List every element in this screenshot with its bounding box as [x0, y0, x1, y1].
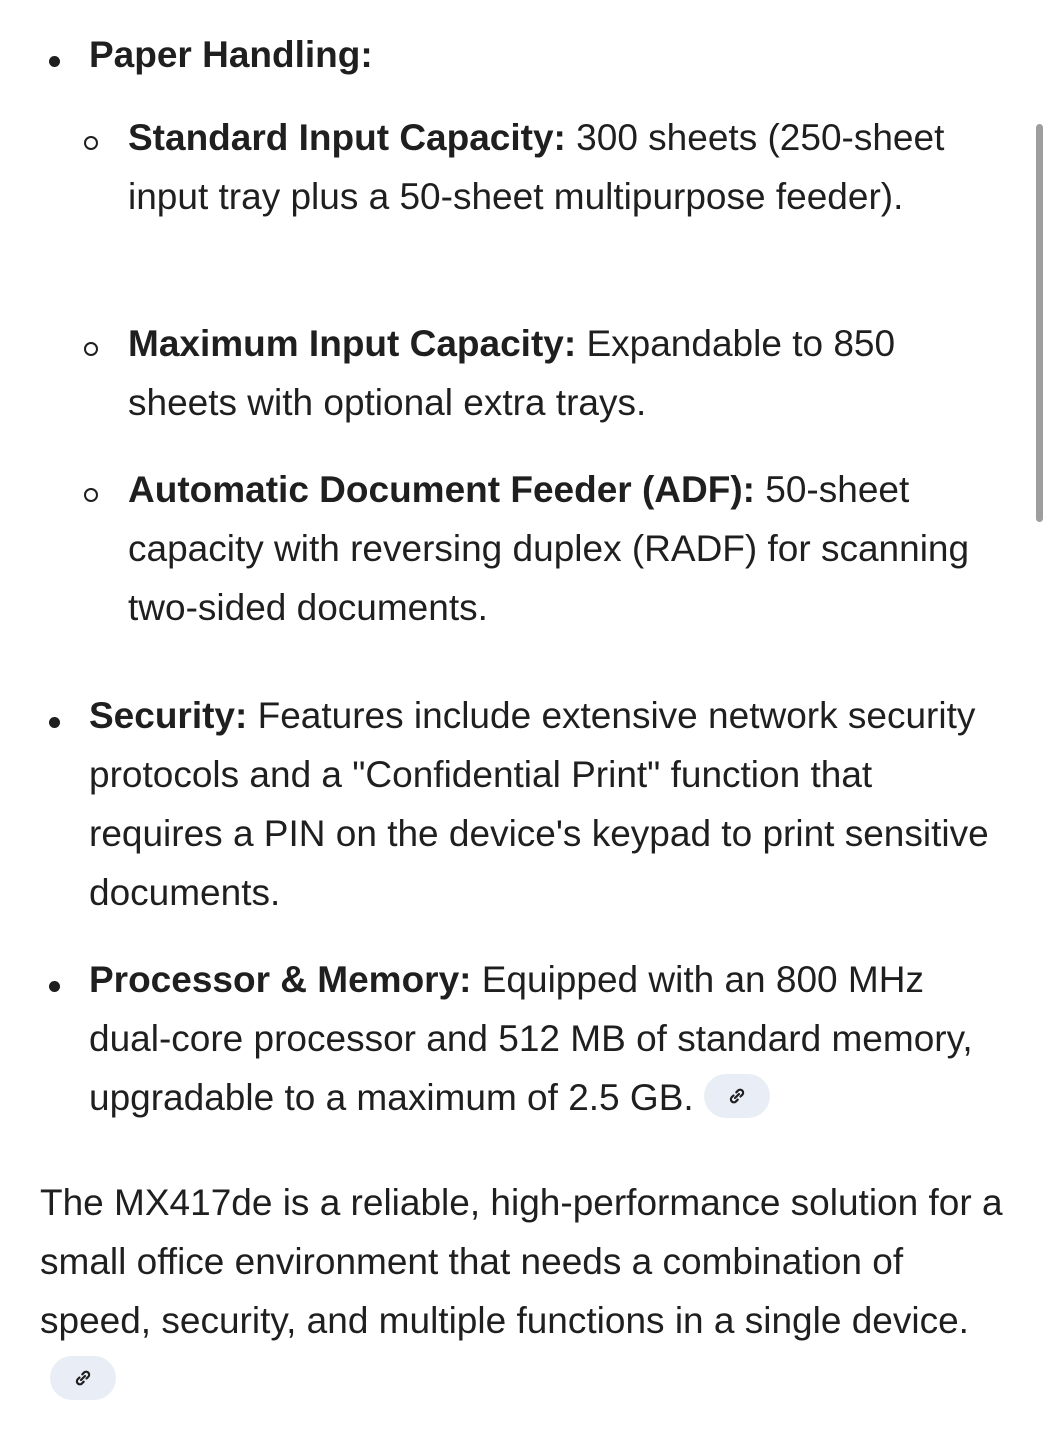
bullet-icon	[39, 25, 69, 84]
summary-text: The MX417de is a reliable, high-performance solution for a small office environment that needs a combination of speed, security, and multiple functions in a single device.	[40, 1182, 1003, 1341]
list-item-processor-memory	[89, 950, 1009, 1127]
hollow-bullet-icon	[76, 460, 106, 519]
sublist-item-title: Automatic Document Feeder (ADF):	[128, 469, 755, 510]
source-link-chip[interactable]	[704, 1074, 770, 1118]
list-item-title: Paper Handling:	[89, 34, 373, 75]
hollow-bullet-icon	[76, 314, 106, 373]
link-icon	[71, 1366, 95, 1390]
sublist-item-text: 50-sheet capacity with reversing duplex (RADF) for scanning two-sided documents.	[128, 469, 970, 628]
list-item-title: Processor & Memory:	[89, 959, 472, 1000]
source-link-chip[interactable]	[50, 1356, 116, 1400]
bullet-icon	[39, 950, 69, 1009]
sublist-item-text: Expandable to 850 sheets with optional extra trays.	[128, 323, 896, 423]
sublist-item-title: Maximum Input Capacity:	[128, 323, 577, 364]
sublist-item-text: 300 sheets (250-sheet input tray plus a 50-sheet multipurpose feeder).	[128, 117, 945, 217]
hollow-bullet-icon	[76, 108, 106, 167]
summary-paragraph	[40, 1173, 1020, 1409]
list-item-text: Features include extensive network security protocols and a "Confidential Print" function that requires a PIN on the device's keypad to print sensitive documents.	[89, 695, 989, 913]
bullet-icon	[39, 686, 69, 745]
sublist-item-maximum-input	[128, 314, 978, 432]
list-item-title: Security:	[89, 695, 248, 736]
list-item-security	[89, 686, 1009, 922]
link-icon	[725, 1084, 749, 1108]
sublist-item-adf	[128, 460, 988, 637]
list-item-text: Equipped with an 800 MHz dual-core processor and 512 MB of standard memory, upgradable to a maximum of 2.5 GB.	[89, 959, 973, 1118]
sublist-item-title: Standard Input Capacity:	[128, 117, 566, 158]
scrollbar-thumb[interactable]	[1036, 124, 1043, 522]
sublist-item-standard-input	[128, 108, 958, 226]
list-item-paper-handling	[89, 25, 989, 84]
